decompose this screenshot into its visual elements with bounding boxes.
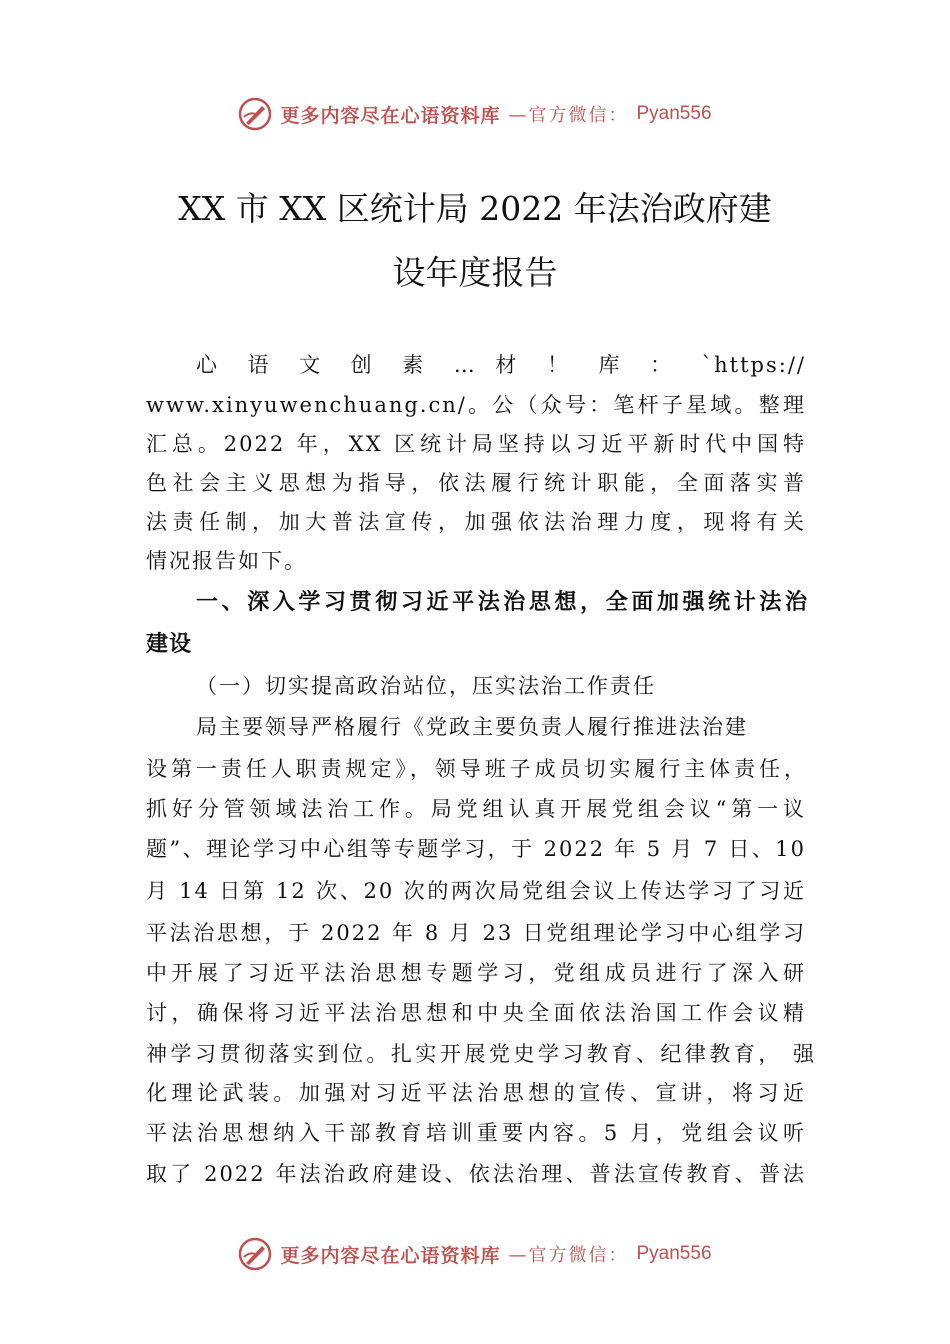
doc-title-line2: 设年度报告: [392, 253, 558, 292]
body-line: 色社会主义思想为指导，依法履行统计职能，全面落实普: [146, 471, 806, 495]
body-line: 情况报告如下。: [146, 549, 307, 573]
watermark-text: 更多内容尽在心语资料库: [280, 104, 501, 127]
body-line: 取了 2022 年法治政府建设、依法治理、普法宣传教育、普法: [146, 1162, 806, 1186]
watermark-dash: —官方微信：: [508, 1245, 629, 1266]
wechat-id: Pyan556: [636, 1243, 712, 1264]
watermark-banner-bottom: [0, 1234, 950, 1274]
watermark-banner-top: [0, 94, 950, 134]
body-line: 平法治思想纳入干部教育培训重要内容。5 月，党组会议听: [146, 1121, 806, 1145]
body-line: 中开展了习近平法治思想专题学习，党组成员进行了深入研: [146, 961, 806, 985]
body-line: 神学习贯彻落实到位。扎实开展党史学习教育、纪律教育， 强: [146, 1042, 816, 1066]
pen-logo-icon: [238, 1237, 272, 1271]
section-heading-cont: 建设: [146, 632, 193, 657]
body-line: 设第一责任人职责规定》，领导班子成员切实履行主体责任，: [146, 757, 806, 781]
body-line: 汇总。2022 年，XX 区统计局坚持以习近平新时代中国特: [146, 432, 806, 456]
body-line: 平法治思想，于 2022 年 8 月 23 日党组理论学习中心组学习: [146, 921, 806, 945]
body-line: 讨，确保将习近平法治思想和中央全面依法治国工作会议精: [146, 1001, 806, 1025]
body-line: 抓好分管领域法治工作。局党组认真开展党组会议“第一议: [146, 797, 806, 821]
section-heading: 一、深入学习贯彻习近平法治思想，全面加强统计法治: [196, 590, 808, 615]
body-line: 化理论武装。加强对习近平法治思想的宣传、宣讲，将习近: [146, 1081, 806, 1105]
watermark-dash: —官方微信：: [508, 105, 629, 126]
body-line: 心 语 文 创 素 … 材 ！ 库 ： `https://: [196, 353, 806, 377]
subsection-heading: （一）切实提高政治站位，压实法治工作责任: [196, 674, 656, 698]
body-line: 月 14 日第 12 次、20 次的两次局党组会议上传达学习了习近: [146, 879, 806, 903]
wechat-id: Pyan556: [636, 103, 712, 124]
body-line: 题”、理论学习中心组等专题学习，于 2022 年 5 月 7 日、10: [146, 837, 806, 861]
pen-logo-icon: [238, 97, 272, 131]
watermark-text: 更多内容尽在心语资料库: [280, 1244, 501, 1267]
body-line: 局主要领导严格履行《党政主要负责人履行推进法治建: [196, 715, 748, 739]
doc-title-line1: XX 市 XX 区统计局 2022 年法治政府建: [178, 189, 772, 228]
body-line: 法责任制，加大普法宣传，加强依法治理力度，现将有关: [146, 510, 806, 534]
body-line: www.xinyuwenchuang.cn/。公（众号：笔杆子星域。整理: [146, 393, 806, 417]
